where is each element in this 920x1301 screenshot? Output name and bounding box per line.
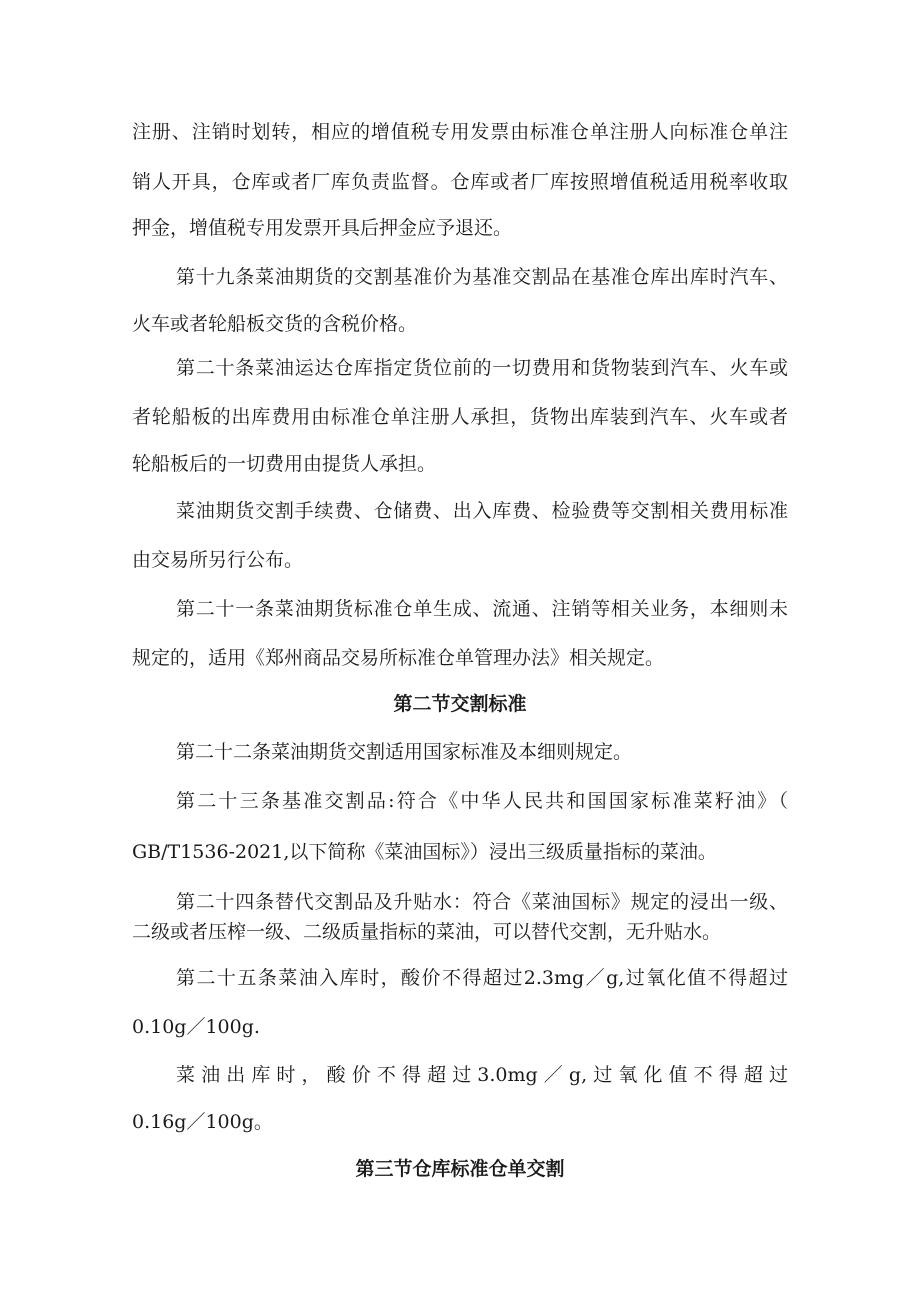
section-heading: 第二节交割标准 <box>393 693 527 715</box>
paragraph-line: 第二十二条菜油期货交割适用国家标准及本细则规定。 <box>176 741 633 763</box>
paragraph-line: 者轮船板的出库费用由标准仓单注册人承担，货物出库装到汽车、火车或者 <box>132 406 788 428</box>
paragraph-line: 销人开具，仓库或者厂库负责监督。仓库或者厂库按照增值税适用税率收取 <box>132 171 788 193</box>
paragraph-line: 第二十一条菜油期货标准仓单生成、流通、注销等相关业务，本细则未 <box>176 598 788 620</box>
paragraph-line: 0.10g／100g. <box>132 1016 260 1038</box>
paragraph-line: GB/T1536-2021,以下简称《菜油国标》）浸出三级质量指标的菜油。 <box>132 841 717 863</box>
paragraph-line: 规定的，适用《郑州商品交易所标准仓单管理办法》相关规定。 <box>132 647 665 669</box>
paragraph-line: 第二十三条基准交割品:符合《中华人民共和国国家标准菜籽油》（ <box>176 790 788 812</box>
paragraph-line: 火车或者轮船板交货的含税价格。 <box>132 313 418 335</box>
paragraph-line: 由交易所另行公布。 <box>132 549 304 571</box>
section-heading: 第三节仓库标准仓单交割 <box>355 1158 565 1180</box>
paragraph-line: 押金，增值税专用发票开具后押金应予退还。 <box>132 217 513 239</box>
paragraph-line: 轮船板后的一切费用由提货人承担。 <box>132 453 437 475</box>
paragraph-line: 菜油出库时，酸价不得超过3.0mg／g,过氧化值不得超过 <box>176 1064 788 1086</box>
paragraph-line: 第二十条菜油运达仓库指定货位前的一切费用和货物装到汽车、火车或 <box>176 357 788 379</box>
paragraph-line: 注册、注销时划转，相应的增值税专用发票由标准仓单注册人向标准仓单注 <box>132 121 788 143</box>
paragraph-line: 第二十五条菜油入库时，酸价不得超过2.3mg／g,过氧化值不得超过 <box>176 967 788 989</box>
paragraph-line: 第二十四条替代交割品及升贴水：符合《菜油国标》规定的浸出一级、 <box>176 891 788 913</box>
paragraph-line: 菜油期货交割手续费、仓储费、出入库费、检验费等交割相关费用标准 <box>176 500 788 522</box>
paragraph-line: 二级或者压榨一级、二级质量指标的菜油，可以替代交割，无升贴水。 <box>132 921 722 943</box>
paragraph-line: 第十九条菜油期货的交割基准价为基准交割品在基准仓库出库时汽车、 <box>176 266 788 288</box>
paragraph-line: 0.16g／100g。 <box>132 1111 273 1133</box>
